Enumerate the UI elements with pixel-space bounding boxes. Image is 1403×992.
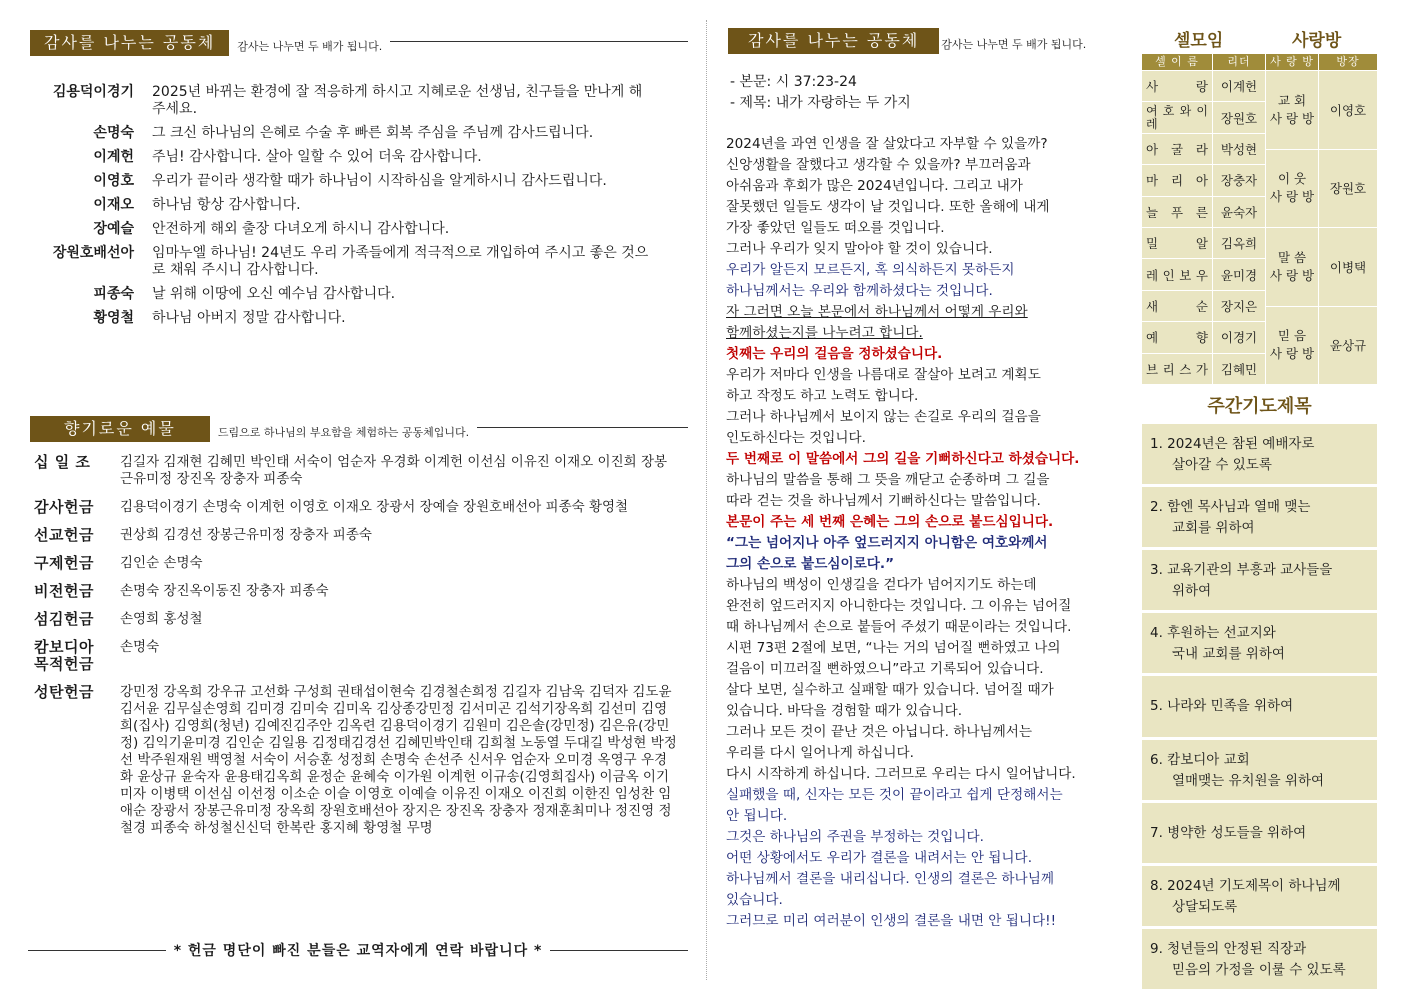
sermon-line: 어떤 상황에서도 우리가 결론을 내려서는 안 됩니다.	[726, 850, 1033, 866]
sermon-body	[726, 134, 1138, 932]
sermon-line: 살다 보면, 실수하고 실패할 때가 있습니다. 넘어질 때가	[726, 682, 1054, 698]
cell-group-table	[1142, 54, 1377, 384]
cell-name-text: 아 굴 라	[1146, 141, 1208, 157]
cell-leader: 김옥희	[1213, 228, 1265, 259]
thanks-text: 날 위해 이땅에 오신 예수님 감사합니다.	[152, 286, 396, 302]
cell-name-text: 마 리 아	[1146, 173, 1208, 189]
room-leader: 윤상규	[1319, 307, 1377, 386]
sermon-line: 우리가 알든지 모르든지, 혹 의식하든지 못하든지	[726, 262, 1015, 278]
cell-name-text: 브 리 스 가	[1146, 361, 1208, 377]
thanks-row	[28, 149, 688, 166]
prayer-line1: 5. 나라와 민족을 위하여	[1150, 698, 1294, 715]
offering-label: 선교헌금	[34, 526, 94, 544]
sermon-line: 걸음이 미끄러질 뻔하였으니”라고 기록되어 있습니다.	[726, 661, 1044, 677]
thanks-row	[28, 84, 688, 118]
room-name	[1266, 307, 1318, 386]
cell-name-text: 밀 알	[1146, 236, 1208, 252]
note-rule-right	[550, 950, 688, 951]
prayer-line1: 2. 함엔 목사님과 열매 맺는	[1150, 499, 1311, 516]
thanks-row	[28, 173, 688, 190]
offering-label: 성탄헌금	[34, 683, 94, 701]
prayer-item	[1142, 929, 1377, 992]
header-room-leader: 방장	[1319, 54, 1377, 70]
sermon-line: 실패했을 때, 신자는 모든 것이 끝이라고 쉽게 단정해서는	[726, 787, 1063, 803]
thanks-name: 피종숙	[93, 286, 134, 302]
offering-label: 십 일 조	[34, 453, 91, 471]
cell-name-text: 예 향	[1146, 330, 1208, 346]
sermon-line: 그의 손으로 붙드심이로다.”	[726, 556, 895, 572]
cell-leader: 이경기	[1213, 322, 1265, 353]
offering-row	[34, 639, 684, 673]
offering-names: 손명숙	[120, 639, 160, 655]
cell-leader: 장원호	[1213, 102, 1265, 133]
sermon-line: 하나님께서 결론을 내리십니다. 인생의 결론은 하나님께	[726, 871, 1054, 887]
cell-leader: 장지은	[1213, 291, 1265, 322]
cell-name-text: 늘 푸 른	[1146, 204, 1208, 220]
thanks-row	[28, 197, 688, 214]
cell-name	[1142, 134, 1212, 165]
cell-name-text: 레 인 보 우	[1146, 267, 1208, 283]
column-divider	[706, 20, 707, 980]
offering-row	[34, 583, 684, 600]
sermon-line: 있습니다.	[726, 892, 783, 908]
sermon-line: 자 그러면 오늘 본문에서 하나님께서 어떻게 우리와	[726, 304, 1028, 320]
sermon-line: 그러나 모든 것이 끝난 것은 아닙니다. 하나님께서는	[726, 724, 1033, 740]
offering-row	[34, 454, 684, 488]
cell-name	[1142, 291, 1212, 322]
prayer-item	[1142, 550, 1377, 613]
sermon-line: 그러므로 미리 여러분이 인생의 결론을 내면 안 됩니다!!	[726, 913, 1057, 929]
prayer-line1: 3. 교육기관의 부흥과 교사들을	[1150, 562, 1333, 579]
thanks-name: 이재오	[93, 197, 134, 213]
cell-name-text	[1146, 105, 1208, 131]
thanks-section-header	[30, 30, 688, 56]
sermon-section-header	[728, 28, 1120, 54]
sermon-line: 함께하셨는지를 나누려고 합니다.	[726, 325, 923, 341]
cell-name	[1142, 322, 1212, 353]
cell-name	[1142, 165, 1212, 196]
sermon-line: 두 번째로 이 말씀에서 그의 길을 기뻐하신다고 하셨습니다.	[726, 451, 1080, 467]
sermon-line: 본문이 주는 세 번째 은혜는 그의 손으로 붙드심입니다.	[726, 514, 1054, 530]
room-name	[1266, 150, 1318, 229]
cell-group-title: 셀모임	[1174, 31, 1224, 51]
prayer-line1: 6. 캄보디아 교회	[1150, 751, 1250, 768]
offering-section-subtitle: 드림으로 하나님의 부요함을 체험하는 공동체입니다.	[217, 426, 470, 439]
thanks-row	[28, 286, 688, 303]
cell-leader: 박성현	[1213, 134, 1265, 165]
sermon-line: 완전히 엎드러지지 아니한다는 것입니다. 그 이유는 넘어질	[726, 598, 1072, 614]
room-name-line2: 사 랑 방	[1269, 267, 1315, 283]
sermon-line: 하고 작정도 하고 노력도 합니다.	[726, 388, 919, 404]
cell-name-text: 새 순	[1146, 298, 1208, 314]
offering-label: 캄보디아 목적헌금	[34, 638, 94, 673]
thanks-row	[28, 310, 688, 327]
thanks-name: 이영호	[93, 173, 134, 189]
prayer-line1: 1. 2024년은 참된 예배자로	[1150, 436, 1315, 452]
cell-leader: 이계헌	[1213, 71, 1265, 102]
offering-row	[34, 499, 684, 516]
prayer-line1: 8. 2024년 기도제목이 하나님께	[1150, 877, 1341, 894]
thanks-name: 손명숙	[93, 125, 134, 141]
sermon-line: 따라 걷는 것을 하나님께서 기뻐하신다는 말씀입니다.	[726, 493, 1041, 509]
sermon-line: 첫째는 우리의 걸음을 정하셨습니다.	[726, 346, 943, 362]
cell-leader: 윤미경	[1213, 259, 1265, 290]
sermon-line: 가장 좋았던 일들도 떠오를 것입니다.	[726, 220, 945, 236]
thanks-section-title: 감사를 나누는 공동체	[30, 30, 229, 56]
thanks-text: 하나님 아버지 정말 감사합니다.	[152, 310, 346, 326]
thanks-text: 그 크신 하나님의 은혜로 수술 후 빠른 회복 주심을 주님께 감사드립니다.	[152, 125, 594, 141]
cell-name-line1: 여 호 와 이	[1146, 103, 1208, 118]
sermon-line: 있습니다. 바닥을 경험할 때가 있습니다.	[726, 703, 963, 719]
thanks-text: 2025년 바뀌는 환경에 잘 적응하게 하시고 지혜로운 선생님, 친구들을 만나게 해주세요.	[152, 84, 643, 117]
sermon-line: 아쉬움과 후회가 많은 2024년입니다. 그리고 내가	[726, 178, 1023, 194]
offering-names: 김용덕이경기 손명숙 이계헌 이영호 이재오 장광서 장예슬 장원호배선아 피종숙 황영철	[120, 499, 629, 515]
thanks-row	[28, 221, 688, 238]
prayer-item	[1142, 487, 1377, 550]
cell-leader: 장충자	[1213, 165, 1265, 196]
sermon-title: - 제목: 내가 자랑하는 두 가지	[730, 95, 911, 111]
prayer-line2: 살아갈 수 있도록	[1172, 457, 1272, 473]
prayer-line1: 9. 청년들의 안정된 직장과	[1150, 940, 1307, 957]
thanks-row	[28, 245, 688, 279]
cell-name	[1142, 228, 1212, 259]
offering-section-header	[30, 416, 688, 442]
sermon-line: 그러나 하나님께서 보이지 않는 손길로 우리의 걸음을	[726, 409, 1041, 425]
offering-row	[34, 527, 684, 544]
offering-names: 김인순 손명숙	[120, 555, 203, 571]
room-name-line2: 사 랑 방	[1269, 346, 1315, 362]
sermon-line: 하나님의 백성이 인생길을 걷다가 넘어지기도 하는데	[726, 577, 1037, 593]
sermon-line: 안 됩니다.	[726, 808, 788, 824]
sermon-line: 잘못했던 일들도 생각이 날 것입니다. 또한 올해에 내게	[726, 199, 1050, 215]
offering-names: 강민정 강옥희 강우규 고선화 구성희 권태섭이현숙 김경철손희정 김길자 김남욱 김덕자 김도윤김서윤 김무실손영희 김미경 김미숙 김미옥 김상종강민정 김서미곤 김석기장옥희 김선미 김영희(집사) 김영희(청년) 김예진김주안 김옥련 김용덕이경기 김원미 김은솔(강민정) 김은유(강민정) 김익기윤미경 김인순 김일용 김정태김경선 김혜민박인태 김희철 노동열 두대길 박성현 박정선 박주원재원 백영철 서숙이 서승훈 성정희 손명숙 손선주 신서우 엄순자 오미경 옥영구 우경화 윤상규 윤숙자 윤용태김옥희 윤정순 윤혜숙 이가원 이계헌 이규송(김영희집사) 이금옥 이기미자 이병택 이선심 이선정 이소순 이슬 이영호 이예슬 이유진 이재오 이진희 이한진 임성찬 임애순 장광서 장봉근유미정 장옥희 장원호배선아 장지은 장진옥 장충자 정재훈최미나 정진영 정철경 피종숙 하성철신신덕 한복란 홍지혜 황영철 무명	[120, 684, 677, 836]
sermon-line: “그는 넘어지나 아주 엎드러지지 아니함은 여호와께서	[726, 535, 1048, 551]
room-name	[1266, 71, 1318, 150]
cell-name-line2: 레	[1146, 116, 1158, 131]
cell-name	[1142, 71, 1212, 102]
sermon-line: 시편 73편 2절에 보면, “나는 거의 넘어질 뻔하였고 나의	[726, 640, 1061, 656]
prayer-item	[1142, 424, 1377, 487]
sermon-line: 다시 시작하게 하십니다. 그러므로 우리는 다시 일어납니다.	[726, 766, 1076, 782]
room-group-title: 사랑방	[1292, 31, 1342, 51]
thanks-text: 주님! 감사합니다. 살아 일할 수 있어 더욱 감사합니다.	[152, 149, 482, 165]
offering-label: 구제헌금	[34, 554, 94, 572]
sermon-section-subtitle: 감사는 나누면 두 배가 됩니다.	[941, 38, 1087, 51]
cell-name	[1142, 102, 1212, 133]
room-name-line2: 사 랑 방	[1269, 110, 1315, 126]
prayer-item	[1142, 740, 1377, 803]
room-name-line1: 말 씀	[1277, 249, 1307, 265]
prayer-item	[1142, 613, 1377, 676]
room-leader: 장원호	[1319, 150, 1377, 229]
sermon-line: 하나님께서는 우리와 함께하셨다는 것입니다.	[726, 283, 993, 299]
sermon-line: 우리를 다시 일어나게 하십니다.	[726, 745, 914, 761]
sermon-line: 2024년을 과연 인생을 잘 살았다고 자부할 수 있을까?	[726, 136, 1048, 152]
room-leader: 이영호	[1319, 71, 1377, 150]
prayer-line1: 7. 병약한 성도들을 위하여	[1150, 824, 1307, 841]
prayer-line2: 교회를 위하여	[1172, 520, 1255, 537]
sermon-line: 하나님의 말씀을 통해 그 뜻을 깨닫고 순종하며 그 길을	[726, 472, 1050, 488]
thanks-name: 이계헌	[93, 149, 134, 165]
offering-row	[34, 555, 684, 572]
prayer-item	[1142, 866, 1377, 929]
section-rule	[390, 41, 688, 42]
offering-list	[34, 454, 684, 848]
offering-label: 비전헌금	[34, 582, 94, 600]
room-name-line1: 믿 음	[1277, 328, 1307, 344]
header-room: 사 랑 방	[1266, 54, 1318, 70]
prayer-line2: 국내 교회를 위하여	[1172, 646, 1285, 663]
offering-names: 권상희 김경선 장봉근유미정 장충자 피종숙	[120, 527, 372, 543]
prayer-line2: 믿음의 가정을 이룰 수 있도록	[1172, 961, 1346, 978]
offering-names: 김길자 김재현 김혜민 박인태 서숙이 엄순자 우경화 이계헌 이선심 이유진 이재오 이진희 장봉근유미정 장진옥 장충자 피종숙	[120, 454, 668, 487]
room-name	[1266, 228, 1318, 307]
room-name-line1: 교 회	[1277, 92, 1307, 108]
cell-name	[1142, 354, 1212, 385]
note-rule-left	[28, 950, 166, 951]
room-leader: 이병택	[1319, 228, 1377, 307]
cell-leader: 김혜민	[1213, 354, 1265, 385]
offering-label: 감사헌금	[34, 498, 94, 516]
offering-note	[28, 940, 688, 960]
thanks-name: 장예슬	[93, 221, 134, 237]
sermon-line: 그것은 하나님의 주권을 부정하는 것입니다.	[726, 829, 984, 845]
thanks-name: 김용덕이경기	[52, 84, 134, 100]
prayer-item	[1142, 803, 1377, 866]
scripture-reference: - 본문: 시 37:23-24	[730, 74, 857, 90]
thanks-text: 하나님 항상 감사합니다.	[152, 197, 301, 213]
prayer-item	[1142, 676, 1377, 739]
offering-row	[34, 684, 684, 837]
room-name-line2: 사 랑 방	[1269, 189, 1315, 205]
sermon-section-title: 감사를 나누는 공동체	[728, 28, 939, 54]
offering-row	[34, 611, 684, 628]
thanks-name: 황영철	[93, 310, 134, 326]
prayer-line2: 상달되도록	[1172, 898, 1238, 915]
cell-name	[1142, 197, 1212, 228]
sermon-line: 인도하신다는 것입니다.	[726, 430, 866, 446]
thanks-row	[28, 125, 688, 142]
room-name-line1: 이 웃	[1277, 171, 1307, 187]
offering-section-title: 향기로운 예물	[30, 416, 210, 442]
sermon-line: 때 하나님께서 손으로 붙들어 주셨기 때문이라는 것입니다.	[726, 619, 1072, 635]
sermon-line: 신앙생활을 잘했다고 생각할 수 있을까? 부끄러움과	[726, 157, 1031, 173]
prayer-line2: 위하여	[1172, 583, 1212, 600]
thanks-section-subtitle: 감사는 나누면 두 배가 됩니다.	[237, 40, 383, 53]
sermon-line: 우리가 저마다 인생을 나름대로 잘살아 보려고 계획도	[726, 367, 1041, 383]
offering-note-text: * 헌금 명단이 빠진 분들은 교역자에게 연락 바랍니다 *	[173, 943, 543, 959]
thanks-list	[28, 84, 688, 334]
cell-name-text: 사 랑	[1146, 79, 1208, 95]
thanks-name: 장원호배선아	[52, 245, 134, 261]
header-leader: 리더	[1213, 54, 1265, 70]
section-rule	[477, 427, 688, 428]
thanks-text: 안전하게 해외 출장 다녀오게 하시니 감사합니다.	[152, 221, 450, 237]
offering-names: 손명숙 장진옥이동진 장충자 피종숙	[120, 583, 329, 599]
prayer-list	[1142, 424, 1377, 992]
sermon-line: 그러나 우리가 잊지 말아야 할 것이 있습니다.	[726, 241, 993, 257]
prayer-line1: 4. 후원하는 선교지와	[1150, 625, 1276, 642]
cell-name	[1142, 259, 1212, 290]
prayer-line2: 열매맺는 유치원을 위하여	[1172, 772, 1325, 789]
cell-leader: 윤숙자	[1213, 197, 1265, 228]
offering-label: 섬김헌금	[34, 610, 94, 628]
header-cell-name: 셀 이 름	[1142, 54, 1212, 70]
offering-names: 손영희 홍성철	[120, 611, 203, 627]
thanks-text: 임마누엘 하나님! 24년도 우리 가족들에게 적극적으로 개입하여 주시고 좋은 것으로 채워 주시니 감사합니다.	[152, 245, 649, 278]
sermon-meta	[730, 72, 911, 114]
prayer-title: 주간기도제목	[1207, 396, 1312, 417]
thanks-text: 우리가 끝이라 생각할 때가 하나님이 시작하심을 알게하시니 감사드립니다.	[152, 173, 607, 189]
